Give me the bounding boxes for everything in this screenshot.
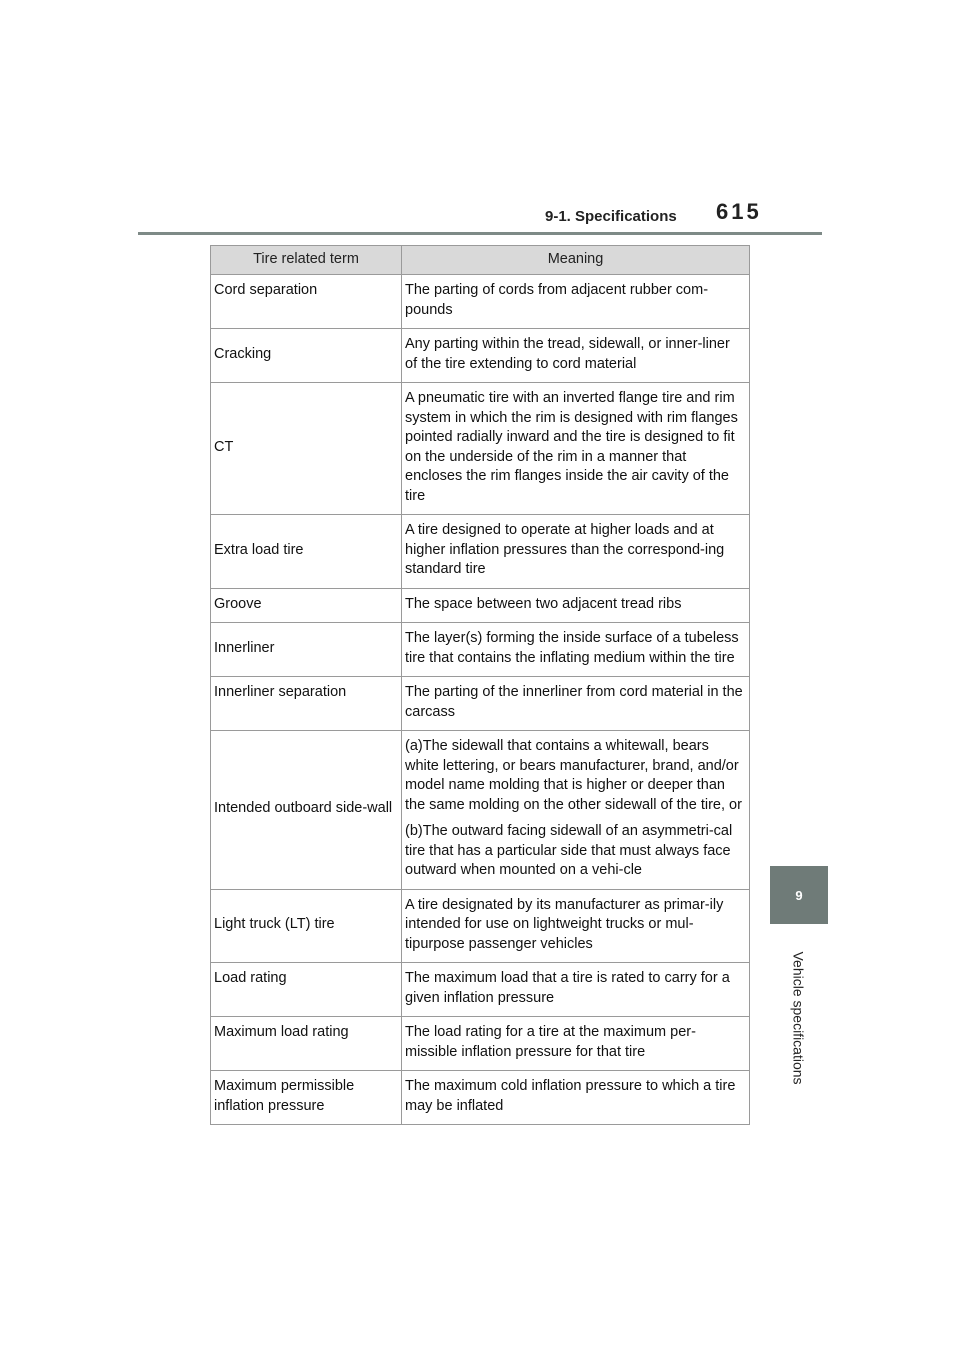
table-row bbox=[211, 329, 750, 383]
page-number: 615 bbox=[716, 199, 762, 224]
table-row bbox=[211, 623, 750, 677]
meaning-paragraph: The layer(s) forming the inside surface of a tubeless tire that contains the inflating medium within the tire bbox=[405, 630, 739, 666]
meaning-cell bbox=[402, 731, 750, 890]
column-header-term: Tire related term bbox=[211, 246, 402, 275]
meaning-paragraph: A pneumatic tire with an inverted flange tire and rim system in which the rim is designed with rim flanges pointed radially inward and the tire is designed to fit on the underside of the rim in a manner that encloses the rim flanges inside the air cavity of the tire bbox=[405, 390, 738, 504]
header-rule bbox=[138, 232, 822, 235]
meaning-paragraph: A tire designed to operate at higher loads and at higher inflation pressures than the correspond-ing standard tire bbox=[405, 522, 725, 577]
meaning-paragraph: The space between two adjacent tread ribs bbox=[405, 595, 682, 612]
meaning-paragraph: The load rating for a tire at the maximum per-missible inflation pressure for that tire bbox=[405, 1024, 696, 1060]
meaning-cell bbox=[402, 623, 750, 677]
chapter-tab-number: 9 bbox=[770, 866, 828, 924]
table-row bbox=[211, 1071, 750, 1125]
term-cell: Innerliner separation bbox=[211, 677, 402, 731]
meaning-cell bbox=[402, 383, 750, 515]
term-cell: Groove bbox=[211, 588, 402, 623]
table-row bbox=[211, 963, 750, 1017]
section-title: 9-1. Specifications bbox=[545, 208, 677, 225]
table-row bbox=[211, 383, 750, 515]
table-row bbox=[211, 731, 750, 890]
table-header-row bbox=[211, 246, 750, 275]
table-row bbox=[211, 1017, 750, 1071]
meaning-paragraph: The parting of the innerliner from cord material in the carcass bbox=[405, 684, 743, 720]
table-body bbox=[211, 275, 750, 1125]
meaning-paragraph: A tire designated by its manufacturer as primar-ily intended for use on lightweight trucks or mul-tipurpose passenger vehicles bbox=[405, 896, 724, 952]
table-row bbox=[211, 588, 750, 623]
meaning-paragraph: The parting of cords from adjacent rubber com-pounds bbox=[405, 282, 709, 318]
column-header-meaning: Meaning bbox=[402, 246, 750, 275]
term-cell: CT bbox=[211, 383, 402, 515]
meaning-paragraph: The maximum cold inflation pressure to which a tire may be inflated bbox=[405, 1078, 736, 1114]
chapter-tab-label-text: Vehicle specifications bbox=[791, 951, 808, 1085]
term-cell: Maximum load rating bbox=[211, 1017, 402, 1071]
meaning-cell bbox=[402, 515, 750, 589]
term-cell: Load rating bbox=[211, 963, 402, 1017]
term-cell: Extra load tire bbox=[211, 515, 402, 589]
meaning-cell bbox=[402, 677, 750, 731]
tire-terms-table bbox=[210, 245, 750, 1125]
table-row bbox=[211, 275, 750, 329]
term-cell: Intended outboard side-wall bbox=[211, 731, 402, 890]
meaning-cell bbox=[402, 329, 750, 383]
meaning-paragraph: The maximum load that a tire is rated to carry for a given inflation pressure bbox=[405, 970, 730, 1006]
meaning-cell bbox=[402, 275, 750, 329]
term-cell: Maximum permissible inflation pressure bbox=[211, 1071, 402, 1125]
meaning-cell bbox=[402, 963, 750, 1017]
chapter-tab-label bbox=[770, 928, 828, 1108]
meaning-cell bbox=[402, 1017, 750, 1071]
term-cell: Cord separation bbox=[211, 275, 402, 329]
term-cell: Innerliner bbox=[211, 623, 402, 677]
table-row bbox=[211, 889, 750, 963]
meaning-paragraph: (a)The sidewall that contains a whitewall, bears white lettering, or bears manufacturer, brand, and/or model name molding that is higher or deeper than the same molding on the other sidewall of the tire, or bbox=[405, 738, 742, 813]
meaning-cell bbox=[402, 1071, 750, 1125]
meaning-paragraph: Any parting within the tread, sidewall, or inner-liner of the tire extending to cord material bbox=[405, 336, 730, 372]
meaning-cell bbox=[402, 889, 750, 963]
meaning-paragraph: (b)The outward facing sidewall of an asymmetri-cal tire that has a particular side that must always face outward when mounted on a vehi-cle bbox=[405, 823, 733, 878]
table-row bbox=[211, 515, 750, 589]
meaning-cell bbox=[402, 588, 750, 623]
table-row bbox=[211, 677, 750, 731]
term-cell: Light truck (LT) tire bbox=[211, 889, 402, 963]
term-cell: Cracking bbox=[211, 329, 402, 383]
